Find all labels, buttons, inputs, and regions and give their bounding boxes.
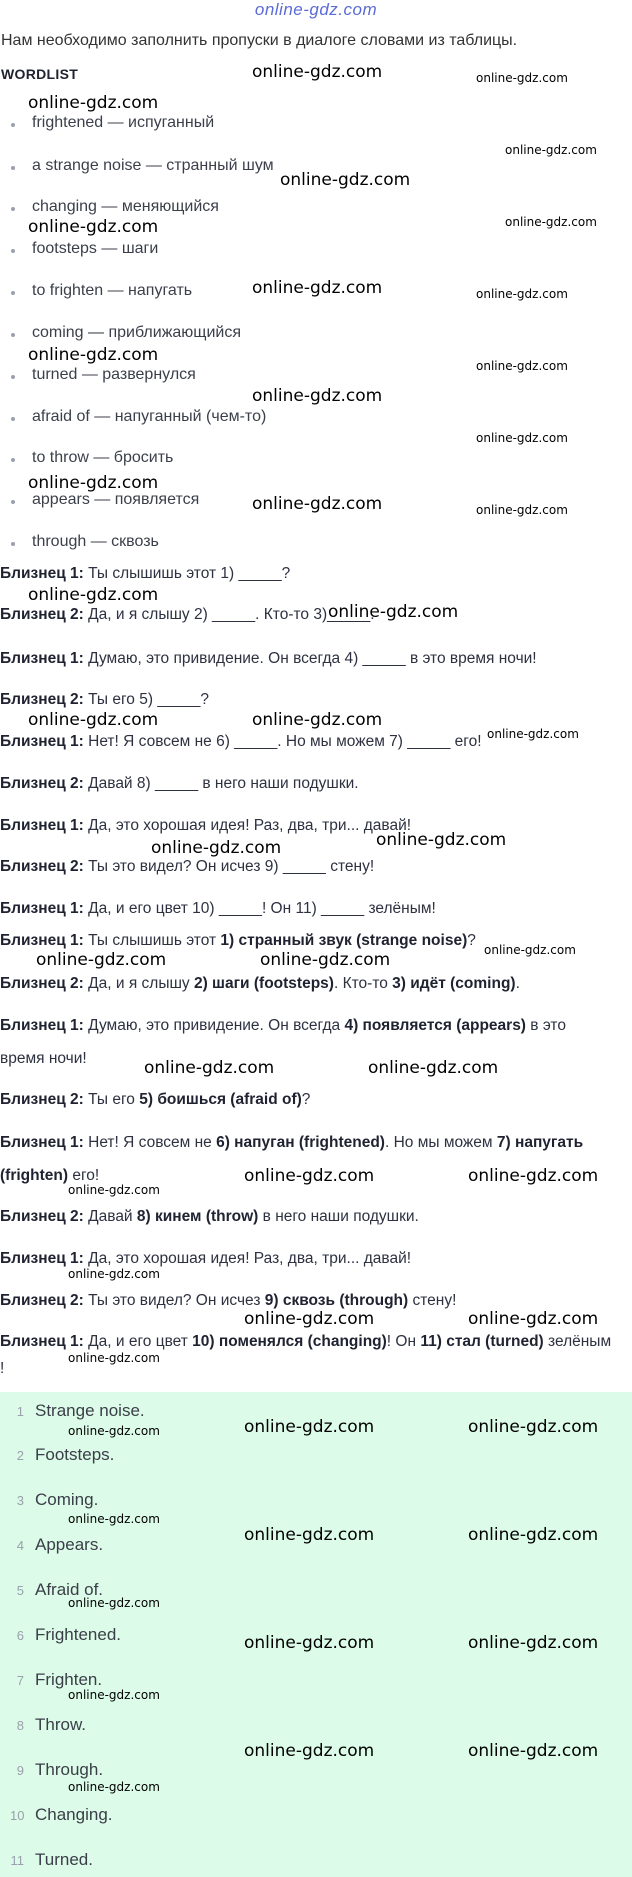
watermark: online-gdz.com	[376, 830, 507, 850]
watermark: online-gdz.com	[28, 710, 159, 730]
dialog-answer-line: Близнец 1: Думаю, это привидение. Он всегда 4) появляется (appears) в это	[0, 1017, 566, 1034]
watermark: online-gdz.com	[244, 1166, 375, 1186]
site-logo[interactable]: online-gdz.com	[254, 0, 378, 19]
watermark: online-gdz.com	[28, 345, 159, 365]
bullet-icon	[11, 417, 15, 421]
watermark: online-gdz.com	[68, 1267, 160, 1281]
watermark: online-gdz.com	[28, 93, 159, 113]
watermark: online-gdz.com	[252, 278, 383, 298]
dialog-answer-line: Близнец 2: Ты это видел? Он исчез 9) сквозь (through) стену!	[0, 1292, 457, 1309]
bullet-icon	[11, 458, 15, 462]
watermark: online-gdz.com	[328, 602, 459, 622]
bullet-icon	[11, 249, 15, 253]
dialog-line: Близнец 2: Ты это видел? Он исчез 9) _____ стену!	[0, 858, 375, 875]
dialog-answer-line: Близнец 1: Ты слышишь этот 1) странный звук (strange noise)?	[0, 932, 476, 949]
watermark: online-gdz.com	[280, 170, 411, 190]
watermark: online-gdz.com	[476, 71, 568, 85]
bullet-icon	[11, 207, 15, 211]
dialog-line: Близнец 2: Да, и я слышу 2) _____. Кто-то 3)_____.	[0, 606, 375, 623]
watermark: online-gdz.com	[505, 143, 597, 157]
wordlist-item: frightened — испуганный	[16, 114, 214, 132]
watermark: online-gdz.com	[244, 1309, 375, 1329]
watermark: online-gdz.com	[151, 838, 282, 858]
wordlist-item: through — сквозь	[16, 533, 159, 551]
bullet-icon	[11, 542, 15, 546]
watermark: online-gdz.com	[252, 494, 383, 514]
dialog-answer-line: Близнец 2: Да, и я слышу 2) шаги (footsteps). Кто-то 3) идёт (coming).	[0, 975, 520, 992]
dialog-answer-line: Близнец 2: Ты его 5) боишься (afraid of)?	[0, 1091, 311, 1108]
wordlist-item: changing — меняющийся	[16, 198, 219, 216]
watermark: online-gdz.com	[505, 215, 597, 229]
bullet-icon	[11, 166, 15, 170]
watermark: online-gdz.com	[252, 710, 383, 730]
dialog-answer-line-wrap: время ночи!	[0, 1050, 87, 1067]
wordlist-item: to throw — бросить	[16, 449, 173, 467]
dialog-line: Близнец 2: Ты его 5) _____?	[0, 691, 210, 708]
watermark: online-gdz.com	[244, 1741, 375, 1761]
wordlist-item: appears — появляется	[16, 491, 199, 509]
dialog-answer-line: Близнец 1: Да, и его цвет 10) поменялся (changing)! Он 11) стал (turned) зелёным	[0, 1333, 612, 1350]
dialog-line: Близнец 2: Давай 8) _____ в него наши подушки.	[0, 775, 359, 792]
dialog-line: Близнец 1: Да, и его цвет 10) _____! Он 11) _____ зелёным!	[0, 900, 436, 917]
watermark: online-gdz.com	[476, 359, 568, 373]
watermark: online-gdz.com	[68, 1596, 160, 1610]
dialog-line: Близнец 1: Да, это хорошая идея! Раз, два, три... давай!	[0, 817, 412, 834]
bullet-icon	[11, 123, 15, 127]
watermark: online-gdz.com	[252, 62, 383, 82]
watermark: online-gdz.com	[244, 1417, 375, 1437]
intro-text: Нам необходимо заполнить пропуски в диалоге словами из таблицы.	[1, 32, 518, 49]
watermark: online-gdz.com	[68, 1351, 160, 1365]
watermark: online-gdz.com	[28, 473, 159, 493]
watermark: online-gdz.com	[468, 1525, 599, 1545]
watermark: online-gdz.com	[68, 1780, 160, 1794]
watermark: online-gdz.com	[68, 1183, 160, 1197]
bullet-icon	[11, 500, 15, 504]
watermark: online-gdz.com	[244, 1633, 375, 1653]
wordlist-item: turned — развернулся	[16, 366, 196, 384]
watermark: online-gdz.com	[68, 1512, 160, 1526]
dialog-line: Близнец 1: Ты слышишь этот 1) _____?	[0, 565, 291, 582]
wordlist-item: coming — приближающийся	[16, 324, 241, 342]
watermark: online-gdz.com	[468, 1417, 599, 1437]
wordlist-item: afraid of — напуганный (чем-то)	[16, 408, 266, 426]
dialog-answer-line: Близнец 2: Давай 8) кинем (throw) в него наши подушки.	[0, 1208, 419, 1225]
watermark: online-gdz.com	[68, 1424, 160, 1438]
watermark: online-gdz.com	[244, 1525, 375, 1545]
bullet-icon	[11, 291, 15, 295]
watermark: online-gdz.com	[28, 217, 159, 237]
dialog-answer-line: Близнец 1: Да, это хорошая идея! Раз, два, три... давай!	[0, 1250, 412, 1267]
wordlist-title: WORDLIST	[1, 66, 79, 82]
watermark: online-gdz.com	[252, 386, 383, 406]
watermark: online-gdz.com	[476, 287, 568, 301]
watermark: online-gdz.com	[28, 585, 159, 605]
watermark: online-gdz.com	[68, 1688, 160, 1702]
dialog-answer-line-wrap: (frighten) его!	[0, 1167, 100, 1184]
watermark: online-gdz.com	[468, 1741, 599, 1761]
watermark: online-gdz.com	[36, 950, 167, 970]
wordlist-item: to frighten — напугать	[16, 282, 192, 300]
wordlist-item: a strange noise — странный шум	[16, 157, 274, 175]
dialog-answer-line-wrap: !	[0, 1360, 5, 1377]
dialog-answer-line: Близнец 1: Нет! Я совсем не 6) напуган (frightened). Но мы можем 7) напугать	[0, 1134, 584, 1151]
watermark: online-gdz.com	[260, 950, 391, 970]
watermark: online-gdz.com	[468, 1309, 599, 1329]
dialog-line: Близнец 1: Думаю, это привидение. Он всегда 4) _____ в это время ночи!	[0, 650, 537, 667]
answers-panel: 1 Strange noise. 2 Footsteps. 3 Coming. 4 Appears. 5 Afraid of. 6 Frightened. 7 Frighten. 8 Throw. 9 Through. 10 Changing. 11 Turned.	[0, 1392, 632, 1877]
wordlist-item: footsteps — шаги	[16, 240, 158, 258]
bullet-icon	[11, 333, 15, 337]
watermark: online-gdz.com	[487, 727, 579, 741]
watermark: online-gdz.com	[476, 503, 568, 517]
dialog-line: Близнец 1: Нет! Я совсем не 6) _____. Но мы можем 7) _____ его!	[0, 733, 482, 750]
watermark: online-gdz.com	[468, 1633, 599, 1653]
watermark: online-gdz.com	[484, 943, 576, 957]
watermark: online-gdz.com	[476, 431, 568, 445]
watermark: online-gdz.com	[368, 1058, 499, 1078]
watermark: online-gdz.com	[144, 1058, 275, 1078]
watermark: online-gdz.com	[468, 1166, 599, 1186]
bullet-icon	[11, 375, 15, 379]
